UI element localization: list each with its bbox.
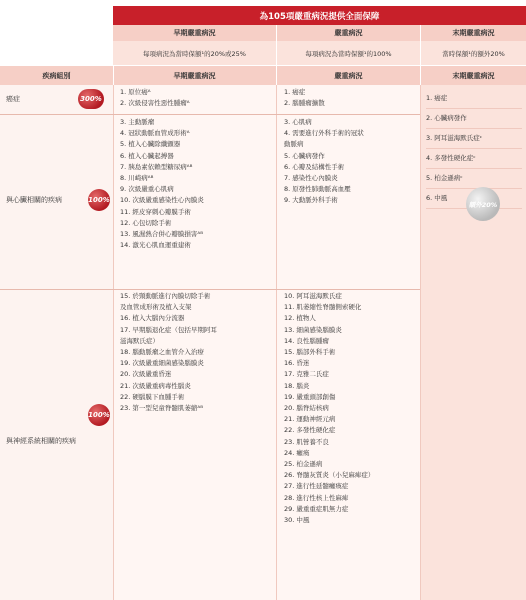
list-item: 5. 植入心臟除纖顫器 [120,140,181,149]
list-item: 22. 多發性硬化症 [284,426,336,435]
group-heart [0,115,113,289]
col-severe-note: 每項病況為當時保額¹的100% [305,49,392,58]
benefit-badge: 100% [88,404,110,426]
list-item: 2. 心臟病發作 [426,109,522,129]
col-early-note: 每項病況為當時保額¹的20%或25% [142,49,246,58]
column-top-headers [113,25,526,41]
list-item: 15. 腦部外科手術 [284,348,336,357]
list-item: 30. 中風 [284,516,310,525]
list-item: 12. 植物人 [284,314,316,323]
list-item: 1. 癌症 [284,88,306,96]
list-item: 19. 嚴重頭部創傷 [284,392,336,401]
header-severe: 嚴重病況 [334,71,363,80]
header-terminal: 末期嚴重病況 [452,71,495,80]
list-item: 19. 次級嚴重細菌感染腦膜炎 [120,359,204,368]
list-item: 1. 癌症 [426,89,522,109]
category-label: 癌症 [6,95,20,103]
early-list-heart [120,117,275,251]
list-item: 17. 早期腦退化症（包括早期阿耳 [120,325,217,334]
list-item: 6. 心瓣及結構性手術 [284,162,345,171]
list-item: 8. 川崎病ᴬᴮ [120,174,154,183]
list-item: 11. 經皮穿刺心瓣膜手術 [120,207,191,216]
list-item: 20. 次級嚴重昏迷 [120,370,172,379]
list-item: 9. 大動脈外科手術 [284,196,338,205]
list-item: 15. 於頸動脈進行內膜切除手術 [120,292,211,300]
list-item: 動脈病 [284,140,304,149]
col-terminal-title: 末期嚴重病況 [452,29,495,37]
list-item: 23. 肌營養不良 [284,437,329,446]
list-item: 20. 腦脊結核病 [284,404,329,413]
list-item: 11. 肌萎縮性脊髓側索硬化 [284,303,362,312]
list-item: 14. 激光心肌血運重建術 [120,241,191,250]
col-terminal-note: 當時保額¹的額外20% [442,49,505,58]
list-item: 17. 克雅二氏症 [284,370,329,379]
list-item: 滋海默氏症） [120,336,159,345]
list-item: 8. 原發性肺動脈高血壓 [284,185,351,194]
list-item: 24. 癱瘓 [284,448,310,457]
header-disease-group: 疾病組別 [42,71,71,80]
early-list-cancer [120,87,275,109]
list-item: 26. 脊髓灰質炎（小兒麻痺症） [284,471,375,480]
list-item: 16. 植入大腦內分流器 [120,314,185,323]
list-item: 4. 多發性硬化症ᶜ [426,149,522,169]
benefit-badge: 300% [78,89,104,109]
table-header-row [0,66,526,85]
list-item: 29. 嚴重重症肌無力症 [284,504,349,513]
list-item: 22. 硬腦膜下血腫手術 [120,392,185,401]
list-item: 10. 次級嚴重感染性心內膜炎 [120,196,204,205]
list-item: 21. 次級嚴重病毒性腦炎 [120,381,191,390]
col-severe-title: 嚴重病況 [334,29,363,37]
coverage-note-band [113,41,526,65]
early-list-nervous [120,291,275,414]
list-item: 2. 腦腫瘤擴散 [284,99,325,108]
list-item: 及血管成形術及植入支架 [120,303,192,312]
list-item: 18. 腦動脈瘤之血管介入治療 [120,348,204,357]
terminal-extra-badge: 額外20% [466,187,500,221]
list-item: 13. 風濕熱合併心瓣膜損害ᴬᴮ [120,230,204,239]
list-item: 4. 冠狀動脈血管成形術ᴬ [120,129,190,138]
list-item: 3. 主動脈瘤 [120,118,155,126]
list-item: 2. 次級侵害性惡性腫瘤ᴬ [120,99,190,108]
list-item: 14. 良性腦腫瘤 [284,336,329,345]
list-item: 5. 心臟病發作 [284,151,325,160]
list-item: 25. 柏金遜病 [284,460,323,469]
list-item: 6. 中風 [426,189,522,209]
list-item: 4. 需要進行外科手術的冠狀 [284,129,364,138]
list-item: 18. 腦炎 [284,381,310,390]
table-title [113,6,526,25]
list-item: 10. 阿耳滋海默氏症 [284,292,342,300]
list-item: 1. 原位癌ᴬ [120,88,151,96]
list-item: 27. 進行性延髓癱瘓症 [284,482,349,491]
list-item: 12. 心包切除手術 [120,218,172,227]
list-item: 3. 心肌病 [284,118,312,126]
list-item: 3. 阿耳滋海默氏症ᶜ [426,129,522,149]
list-item: 13. 細菌感染腦膜炎 [284,325,342,334]
group-cancer [0,85,113,114]
list-item: 21. 運動神經元病 [284,415,336,424]
list-item: 28. 進行性核上性麻痺 [284,493,349,502]
group-nervous [0,290,113,600]
category-label: 與心臟相關的疾病 [6,196,62,204]
list-item: 9. 次級嚴重心肌病 [120,185,174,194]
list-item: 7. 胰島素依賴型糖尿病ᴬᴮ [120,162,193,171]
list-item: 23. 第一型兒童脊髓肌萎縮ᴬᴮ [120,404,204,413]
category-label: 與神經系統相關的疾病 [6,437,76,445]
severe-list-cancer [284,87,419,109]
benefit-badge: 100% [88,189,110,211]
list-item: 6. 植入心臟起搏器 [120,151,174,160]
severe-list-nervous [284,291,419,526]
severe-list-heart [284,117,419,207]
list-item: 7. 感染性心內膜炎 [284,174,338,183]
list-item: 16. 昏迷 [284,359,310,368]
header-early: 早期嚴重病況 [173,71,216,80]
table-body [0,85,526,600]
table-title-text: 為105項嚴重病況提供全面保障 [259,11,380,22]
col-early-title: 早期嚴重病況 [173,29,216,37]
list-item: 5. 柏金遜病ᶜ [426,169,522,189]
